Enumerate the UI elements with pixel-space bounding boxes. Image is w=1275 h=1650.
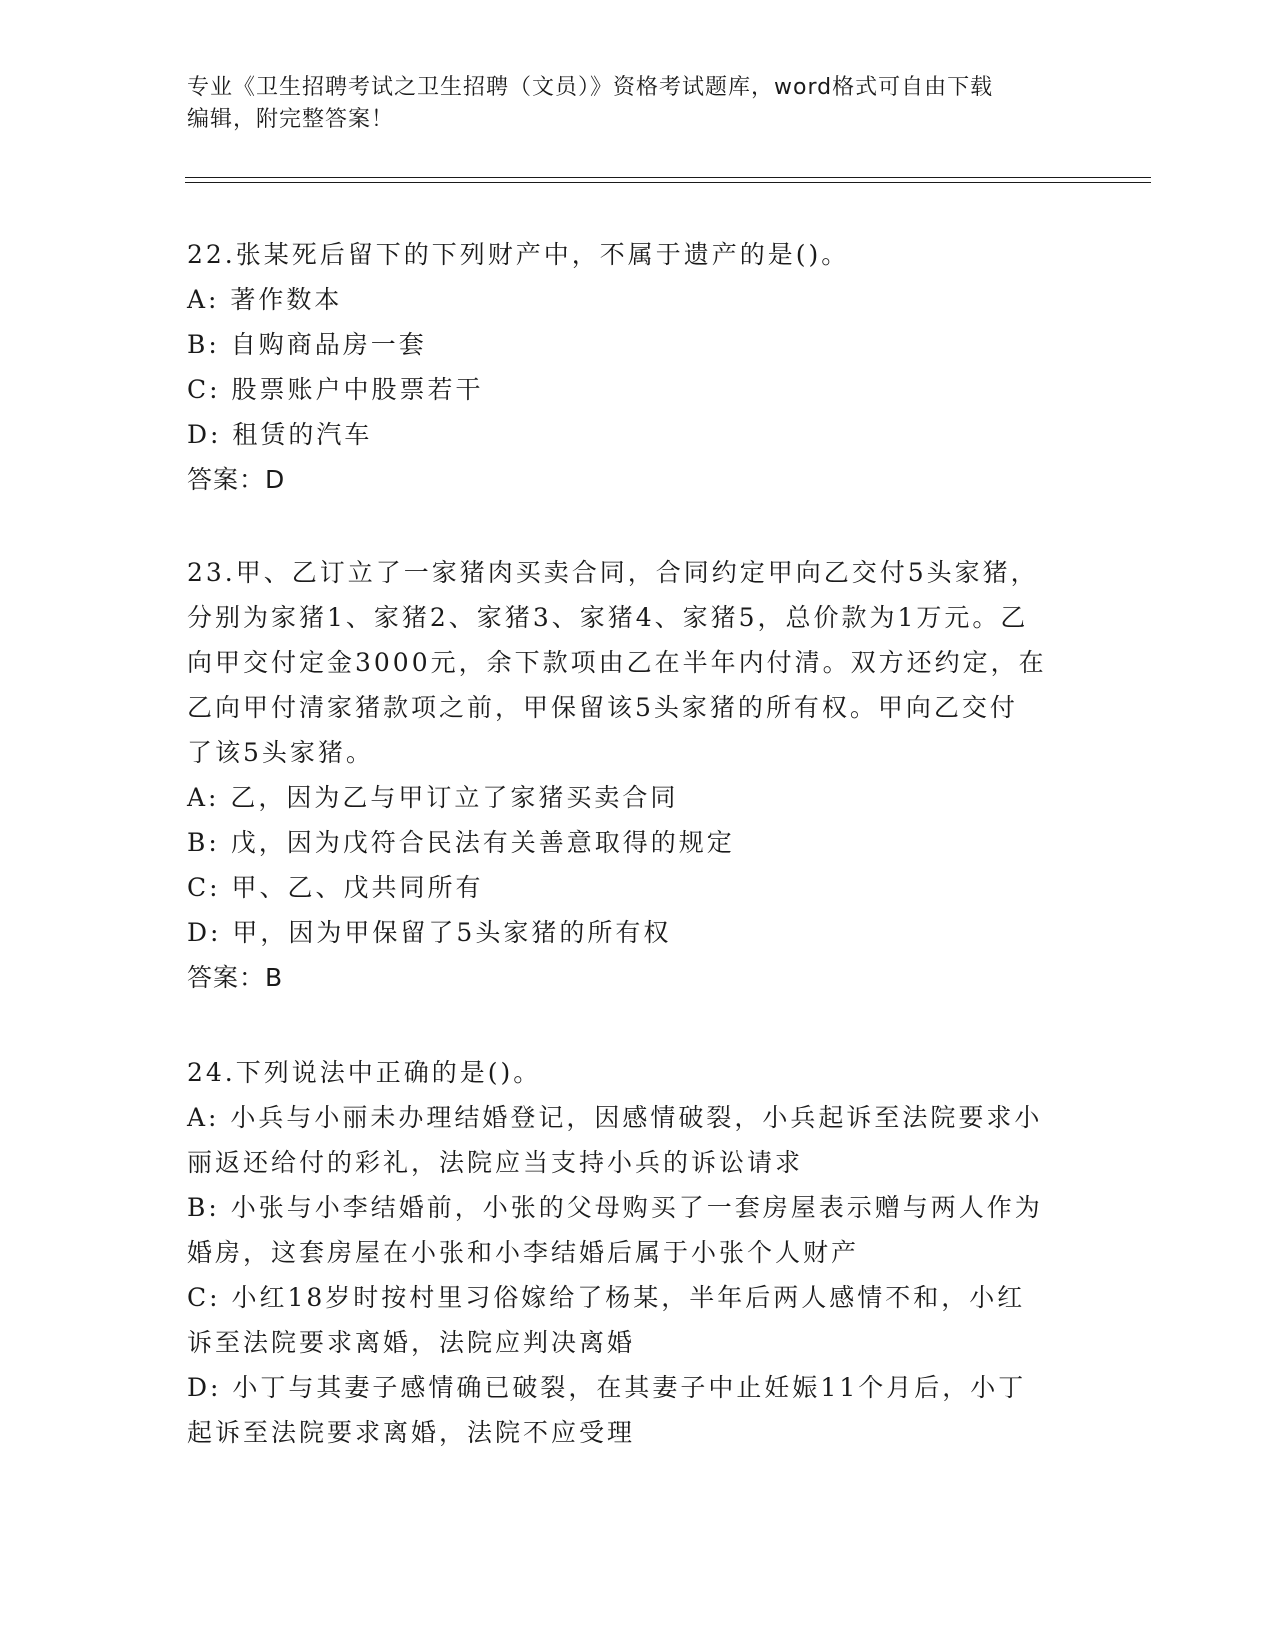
question-stem: 23.甲、乙订立了一家猪肉买卖合同，合同约定甲向乙交付5头家猪， [187,558,1039,587]
option-c: C: 小红18岁时按村里习俗嫁给了杨某，半年后两人感情不和，小红 [187,1283,1026,1312]
answer-line: 答案：B [187,963,284,992]
question-stem: 了该5头家猪。 [187,738,374,767]
question-23 [187,550,1087,1000]
document-header [187,72,1087,136]
answer-line: 答案：D [187,465,286,494]
option-d: D: 租赁的汽车 [187,420,373,449]
question-stem: 24.下列说法中正确的是()。 [187,1058,542,1087]
option-b-continued: 婚房，这套房屋在小张和小李结婚后属于小张个人财产 [187,1238,860,1267]
question-stem: 向甲交付定金3000元，余下款项由乙在半年内付清。双方还约定，在 [187,648,1047,677]
question-stem: 分别为家猪1、家猪2、家猪3、家猪4、家猪5，总价款为1万元。乙 [187,603,1029,632]
option-b: B: 戊，因为戊符合民法有关善意取得的规定 [187,828,735,857]
option-c-continued: 诉至法院要求离婚，法院应判决离婚 [187,1328,636,1357]
option-d-continued: 起诉至法院要求离婚，法院不应受理 [187,1418,636,1447]
option-c: C: 股票账户中股票若干 [187,375,484,404]
question-stem: 乙向甲付清家猪款项之前，甲保留该5头家猪的所有权。甲向乙交付 [187,693,1018,722]
question-22 [187,232,1087,502]
header-divider-bottom [185,182,1151,183]
option-b: B: 小张与小李结婚前，小张的父母购买了一套房屋表示赠与两人作为 [187,1193,1043,1222]
header-line-1: 专业《卫生招聘考试之卫生招聘（文员）》资格考试题库，word格式可自由下载 [187,75,994,100]
header-divider-top [185,177,1151,178]
option-d: D: 小丁与其妻子感情确已破裂，在其妻子中止妊娠11个月后，小丁 [187,1373,1027,1402]
option-b: B: 自购商品房一套 [187,330,427,359]
option-a-continued: 丽返还给付的彩礼，法院应当支持小兵的诉讼请求 [187,1148,804,1177]
option-a: A: 乙，因为乙与甲订立了家猪买卖合同 [187,783,679,812]
question-stem: 22.张某死后留下的下列财产中，不属于遗产的是()。 [187,240,850,269]
option-d: D: 甲，因为甲保留了5头家猪的所有权 [187,918,672,947]
option-c: C: 甲、乙、戊共同所有 [187,873,484,902]
option-a: A: 小兵与小丽未办理结婚登记，因感情破裂，小兵起诉至法院要求小 [187,1103,1043,1132]
option-a: A: 著作数本 [187,285,343,314]
header-line-2: 编辑，附完整答案！ [187,107,395,132]
question-24 [187,1050,1087,1455]
